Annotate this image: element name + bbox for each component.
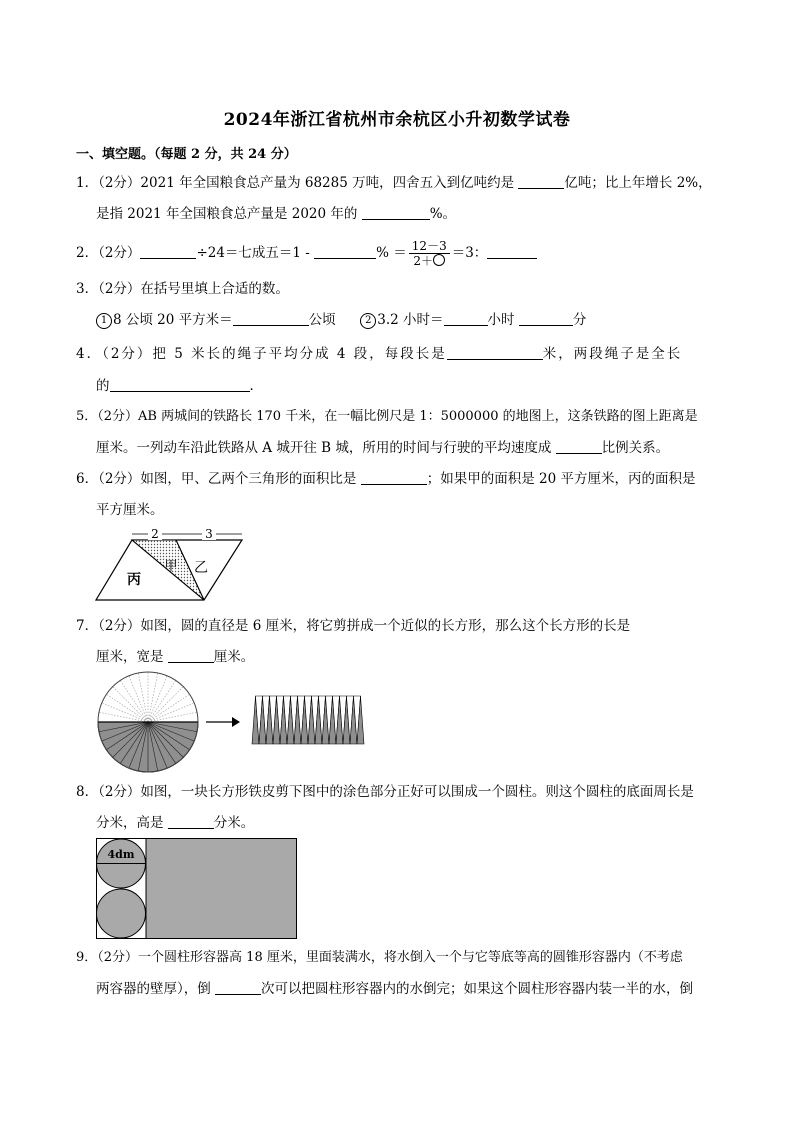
question-5-line-1: 5．（2分）AB 两城间的铁路长 170 千米，在一幅比例尺是 1：5000000 的地图上，这条铁路的图上距离是 [76,409,698,424]
sector-line [148,703,194,722]
question-8-line-1: 8．（2分）如图，一块长方形铁皮剪下图中的涂色部分正好可以围成一个圆柱。则这个圆柱的底面周长是 [76,784,694,800]
q9-blank[interactable] [215,980,261,995]
sector-line [113,687,148,722]
question-5-line-2: 厘米。一列动车沿此铁路从 A 城开往 B 城，所用的时间与行驶的平均速度成 比例关系。 [96,440,670,456]
sector-line [148,673,158,722]
label-3: 3 [205,527,213,541]
sector-line [148,712,197,722]
q6-blank[interactable] [361,470,427,485]
q2-blank-1[interactable] [140,244,196,259]
circle-bottom [97,889,146,938]
question-9-line-2: 两容器的壁厚），倒 次可以把圆柱形容器内的水倒完；如果这个圆柱形容器内装一半的水，倒 [96,981,694,997]
q6-parallelogram-figure [96,528,244,604]
sector-line [138,673,148,722]
sector-line [102,703,148,722]
label-jia: 甲 [164,559,178,574]
question-9-line-1: 9．（2分）一个圆柱形容器高 18 厘米，里面装满水，将水倒入一个与它等底等高的圆锥形容器内（不考虑 [76,950,683,965]
q7-blank[interactable] [168,648,214,663]
side-rectangle [146,839,297,939]
question-6-line-2: 平方厘米。 [96,502,164,518]
sector-line [99,712,148,722]
q5-blank[interactable] [556,439,602,454]
arrow-icon [206,716,240,728]
label-2: 2 [151,527,159,541]
question-8-line-2: 分米，高是 分米。 [96,815,255,831]
sector-line [129,676,148,722]
label-yi: 乙 [194,560,208,576]
label-4dm: 4dm [107,848,135,861]
q3-blank-3[interactable] [519,311,573,326]
q1-blank-2[interactable] [362,205,430,220]
q3-blank-2[interactable] [444,311,488,326]
q8-sheet-figure [96,838,298,940]
q2-blank-3[interactable] [487,244,537,259]
question-4-line-2: 的 ． [96,378,263,394]
section-heading: 一、填空题。（每题 2 分，共 24 分） [76,147,297,162]
q4-blank-2[interactable] [110,377,250,392]
sector-line [148,687,183,722]
question-3: 3．（2分）在括号里填上合适的数。 [76,281,289,297]
sector-line [148,676,167,722]
question-7-line-1: 7．（2分）如图，圆的直径是 6 厘米，将它剪拼成一个近似的长方形，那么这个长方形的长是 [76,618,631,634]
q3-blank-1[interactable] [233,311,309,326]
question-1-line-2: 是指 2021 年全国粮食总产量是 2020 年的 %。 [96,206,457,222]
q4-blank-1[interactable] [447,345,543,360]
question-6-line-1: 6．（2分）如图，甲、乙两个三角形的面积比是 ；如果甲的面积是 20 平方厘米，丙的面积是 [76,471,696,487]
exam-title: 2024年浙江省杭州市余杭区小升初数学试卷 [223,110,571,130]
q1-blank-1[interactable] [518,174,564,189]
q7-approx-rectangle-figure [252,696,364,744]
q8-blank[interactable] [168,814,214,829]
question-7-line-2: 厘米，宽是 厘米。 [96,649,255,665]
label-bing: 丙 [127,572,141,588]
q2-fraction-blank[interactable] [433,254,445,266]
q2-fraction: $\frac{12-3}{2+}$ [409,240,450,268]
question-3-items: 1 8 公顷 20 平方米＝ 公顷 2 3.2 小时＝ 小时 分 [96,310,720,330]
q7-circle-figure [96,670,200,774]
question-2: 2．（2分） ÷24＝七成五＝1 - % ＝ $\frac{12-3}{2+}$ ＝3： [76,239,720,268]
question-1-line-1: 1．（2分）2021 年全国粮食总产量为 68285 万吨，四舍五入到亿吨约是 亿吨；比上年增长 2%， [76,175,712,191]
q2-blank-2[interactable] [314,244,376,259]
question-4-line-1: 4．（2分）把 5 米长的绳子平均分成 4 段，每段长是 米，两段绳子是全长 [76,346,683,362]
